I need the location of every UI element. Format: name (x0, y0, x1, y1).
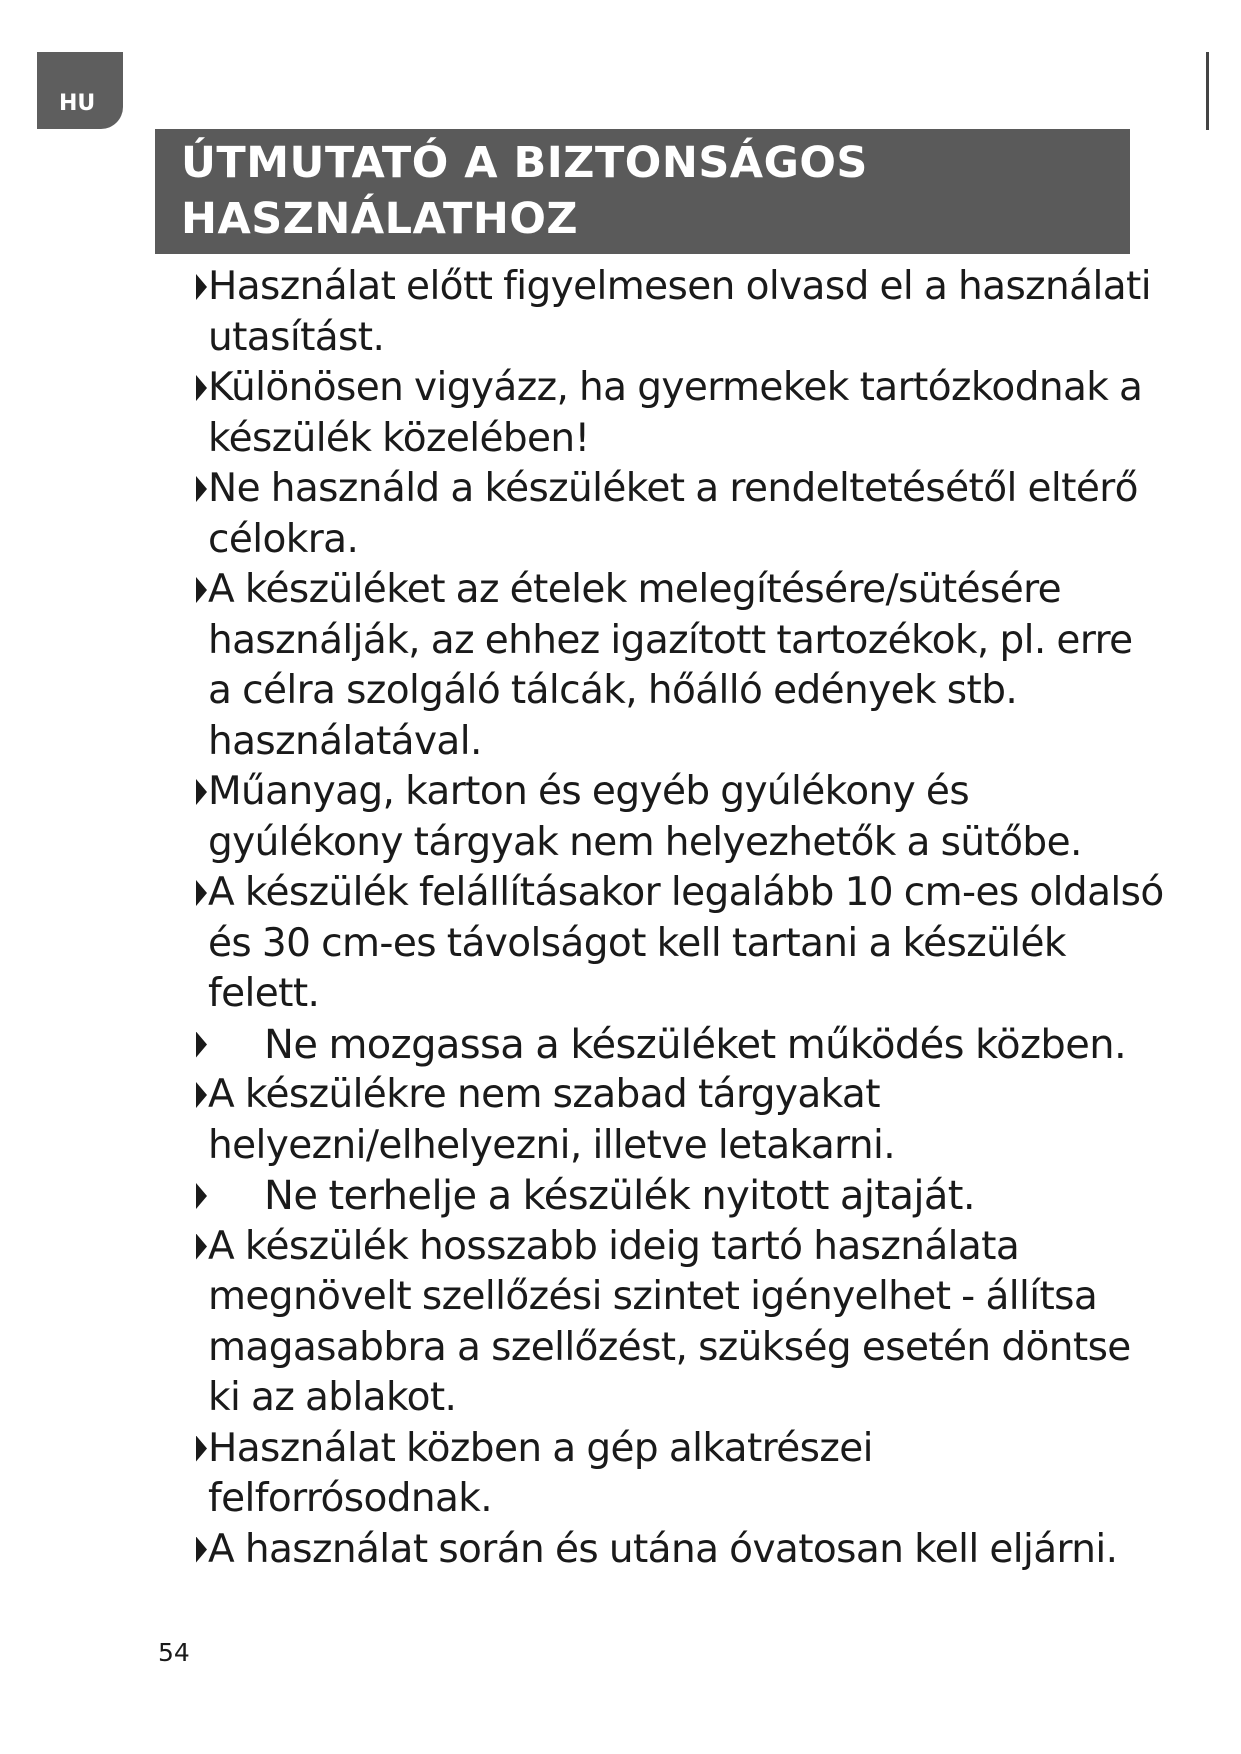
bullet-marker-icon (196, 779, 207, 805)
safety-instructions-list (196, 262, 1166, 1575)
list-item: A készülék hosszabb ideig tartó használata megnövelt szellőzési szintet igényelhet - állítsa magasabbra a szellőzést, szükség esetén döntse ki az ablakot. (196, 1222, 1166, 1424)
bullet-marker-icon (196, 1537, 207, 1563)
list-item: Ne használd a készüléket a rendeltetésétől eltérő célokra. (196, 464, 1166, 565)
language-tab-label: HU (59, 91, 96, 116)
bullet-marker-icon (196, 375, 207, 401)
section-title (155, 129, 1130, 254)
list-item: Ne terhelje a készülék nyitott ajtaját. (196, 1171, 1166, 1222)
corner-divider (1206, 52, 1209, 130)
section-title-line-2: HASZNÁLATHOZ (181, 194, 579, 244)
list-item: Ne mozgassa a készüléket működés közben. (196, 1020, 1166, 1071)
bullet-marker-icon (196, 1234, 207, 1260)
language-tab (37, 52, 123, 129)
bullet-marker-icon (196, 1082, 207, 1108)
section-title-line-1: ÚTMUTATÓ A BIZTONSÁGOS (181, 138, 868, 188)
list-item: A készülék felállításakor legalább 10 cm-es oldalsó és 30 cm-es távolságot kell tartani a készülék felett. (196, 868, 1166, 1020)
list-item: Műanyag, karton és egyéb gyúlékony és gyúlékony tárgyak nem helyezhetők a sütőbe. (196, 767, 1166, 868)
list-item: Különösen vigyázz, ha gyermekek tartózkodnak a készülék közelében! (196, 363, 1166, 464)
list-item: A készülékre nem szabad tárgyakat helyezni/elhelyezni, illetve letakarni. (196, 1070, 1166, 1171)
bullet-marker-icon (196, 577, 207, 603)
bullet-marker-icon (196, 1032, 207, 1058)
bullet-marker-icon (196, 1183, 207, 1209)
list-item: Használat előtt figyelmesen olvasd el a használati utasítást. (196, 262, 1166, 363)
list-item: A készüléket az ételek melegítésére/sütésére használják, az ehhez igazított tartozékok, pl. erre a célra szolgáló tálcák, hőálló edények stb. használatával. (196, 565, 1166, 767)
bullet-marker-icon (196, 1436, 207, 1462)
bullet-marker-icon (196, 476, 207, 502)
bullet-marker-icon (196, 274, 207, 300)
page-number: 54 (158, 1638, 190, 1667)
list-item: A használat során és utána óvatosan kell eljárni. (196, 1525, 1166, 1576)
bullet-marker-icon (196, 880, 207, 906)
list-item: Használat közben a gép alkatrészei felforrósodnak. (196, 1424, 1166, 1525)
